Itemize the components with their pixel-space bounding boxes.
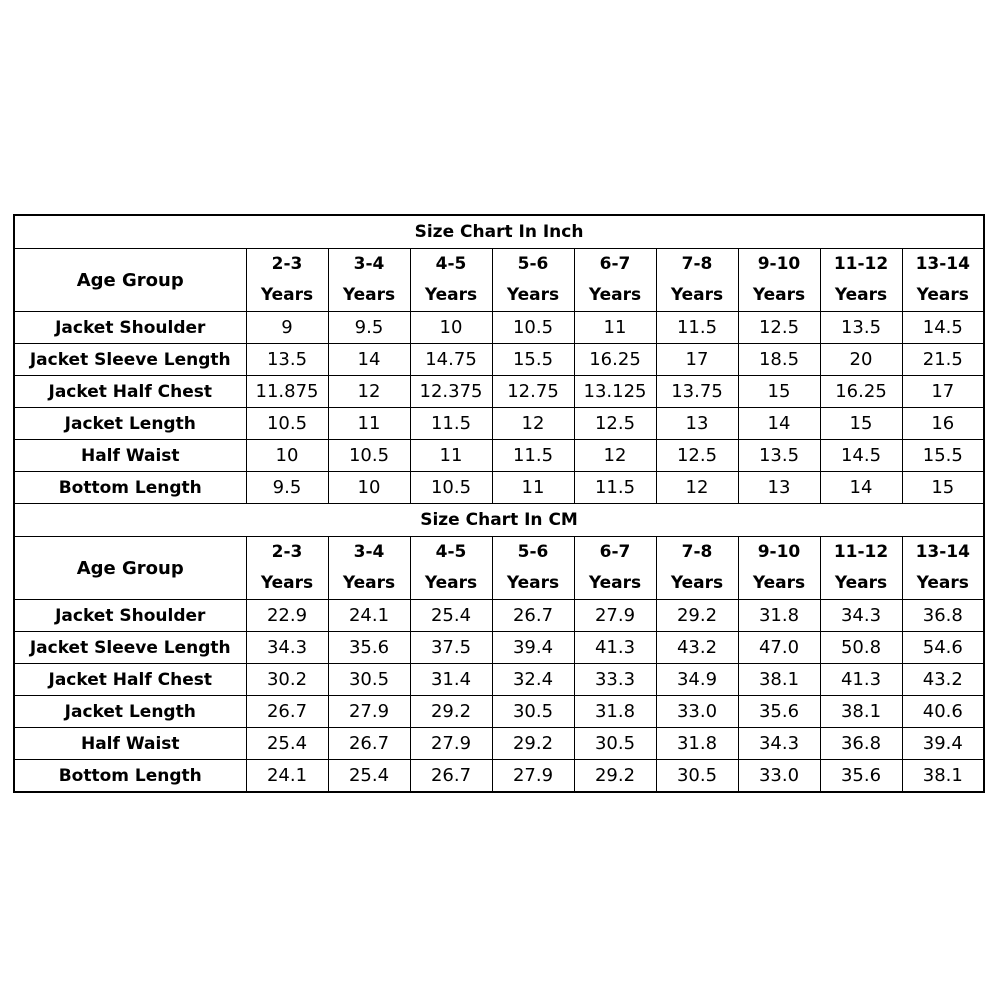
age-group-header bbox=[574, 537, 656, 600]
table-cell: 27.9 bbox=[328, 696, 410, 728]
table-cell: 12 bbox=[328, 376, 410, 408]
table-cell: 10.5 bbox=[410, 472, 492, 504]
age-unit: Years bbox=[752, 573, 806, 593]
table-row bbox=[14, 472, 984, 504]
table-cell: 34.3 bbox=[820, 600, 902, 632]
row-label: Jacket Half Chest bbox=[14, 376, 246, 408]
table-cell: 38.1 bbox=[738, 664, 820, 696]
table-cell: 12.375 bbox=[410, 376, 492, 408]
table-cell: 20 bbox=[820, 344, 902, 376]
table-cell: 11.875 bbox=[246, 376, 328, 408]
table-cell: 11.5 bbox=[492, 440, 574, 472]
table-cell: 29.2 bbox=[492, 728, 574, 760]
section-title-row bbox=[14, 215, 984, 249]
table-cell: 10.5 bbox=[492, 312, 574, 344]
table-cell: 33.0 bbox=[656, 696, 738, 728]
age-range: 7-8 bbox=[681, 254, 713, 274]
age-unit: Years bbox=[588, 573, 642, 593]
age-unit: Years bbox=[916, 573, 969, 593]
table-cell: 27.9 bbox=[574, 600, 656, 632]
table-cell: 11.5 bbox=[410, 408, 492, 440]
table-cell: 41.3 bbox=[574, 632, 656, 664]
table-cell: 30.2 bbox=[246, 664, 328, 696]
table-cell: 34.3 bbox=[738, 728, 820, 760]
table-cell: 14 bbox=[328, 344, 410, 376]
section-title-row bbox=[14, 504, 984, 537]
table-cell: 13.5 bbox=[820, 312, 902, 344]
age-unit: Years bbox=[424, 285, 478, 305]
table-cell: 9 bbox=[246, 312, 328, 344]
table-cell: 40.6 bbox=[902, 696, 984, 728]
table-cell: 30.5 bbox=[574, 728, 656, 760]
table-cell: 26.7 bbox=[410, 760, 492, 793]
table-cell: 34.9 bbox=[656, 664, 738, 696]
table-cell: 39.4 bbox=[902, 728, 984, 760]
table-cell: 10 bbox=[246, 440, 328, 472]
row-label: Half Waist bbox=[14, 440, 246, 472]
table-cell: 30.5 bbox=[656, 760, 738, 793]
age-group-label: Age Group bbox=[14, 537, 246, 600]
age-group-header bbox=[246, 537, 328, 600]
table-cell: 17 bbox=[902, 376, 984, 408]
age-range: 7-8 bbox=[681, 542, 713, 562]
age-range: 13-14 bbox=[915, 254, 970, 274]
table-cell: 24.1 bbox=[328, 600, 410, 632]
table-cell: 9.5 bbox=[246, 472, 328, 504]
age-unit: Years bbox=[670, 573, 724, 593]
age-unit: Years bbox=[506, 573, 560, 593]
table-cell: 11 bbox=[492, 472, 574, 504]
table-row bbox=[14, 408, 984, 440]
table-cell: 29.2 bbox=[656, 600, 738, 632]
row-label: Jacket Shoulder bbox=[14, 312, 246, 344]
age-unit: Years bbox=[670, 285, 724, 305]
table-cell: 31.8 bbox=[574, 696, 656, 728]
table-row bbox=[14, 312, 984, 344]
table-cell: 26.7 bbox=[492, 600, 574, 632]
table-cell: 38.1 bbox=[902, 760, 984, 793]
table-row bbox=[14, 344, 984, 376]
age-group-header bbox=[246, 249, 328, 312]
table-cell: 13.5 bbox=[738, 440, 820, 472]
age-range: 2-3 bbox=[271, 254, 303, 274]
table-cell: 15.5 bbox=[492, 344, 574, 376]
size-chart-body bbox=[14, 215, 984, 792]
age-range: 9-10 bbox=[757, 254, 801, 274]
table-cell: 36.8 bbox=[902, 600, 984, 632]
age-header-row bbox=[14, 537, 984, 600]
age-range: 6-7 bbox=[599, 542, 631, 562]
table-cell: 12 bbox=[492, 408, 574, 440]
age-group-header bbox=[492, 537, 574, 600]
age-unit: Years bbox=[342, 285, 396, 305]
section-title: Size Chart In CM bbox=[14, 504, 984, 537]
table-cell: 13.75 bbox=[656, 376, 738, 408]
table-cell: 21.5 bbox=[902, 344, 984, 376]
table-cell: 29.2 bbox=[574, 760, 656, 793]
table-cell: 22.9 bbox=[246, 600, 328, 632]
age-group-label: Age Group bbox=[14, 249, 246, 312]
table-cell: 12 bbox=[574, 440, 656, 472]
table-cell: 11 bbox=[410, 440, 492, 472]
age-unit: Years bbox=[834, 285, 888, 305]
age-group-header bbox=[656, 537, 738, 600]
age-group-header bbox=[738, 249, 820, 312]
table-cell: 13 bbox=[738, 472, 820, 504]
table-row bbox=[14, 664, 984, 696]
table-row bbox=[14, 696, 984, 728]
table-cell: 32.4 bbox=[492, 664, 574, 696]
table-cell: 39.4 bbox=[492, 632, 574, 664]
table-cell: 33.3 bbox=[574, 664, 656, 696]
table-cell: 35.6 bbox=[328, 632, 410, 664]
age-range: 2-3 bbox=[271, 542, 303, 562]
table-cell: 26.7 bbox=[246, 696, 328, 728]
age-unit: Years bbox=[260, 285, 314, 305]
table-cell: 11 bbox=[328, 408, 410, 440]
table-cell: 31.8 bbox=[656, 728, 738, 760]
table-cell: 31.8 bbox=[738, 600, 820, 632]
row-label: Jacket Sleeve Length bbox=[14, 344, 246, 376]
table-cell: 10 bbox=[328, 472, 410, 504]
table-cell: 14 bbox=[738, 408, 820, 440]
age-group-header bbox=[328, 249, 410, 312]
table-cell: 33.0 bbox=[738, 760, 820, 793]
age-header-row bbox=[14, 249, 984, 312]
age-group-header bbox=[656, 249, 738, 312]
table-cell: 13.125 bbox=[574, 376, 656, 408]
age-group-header bbox=[574, 249, 656, 312]
table-cell: 25.4 bbox=[246, 728, 328, 760]
table-cell: 14.5 bbox=[902, 312, 984, 344]
table-cell: 10.5 bbox=[246, 408, 328, 440]
age-unit: Years bbox=[916, 285, 969, 305]
table-cell: 12.75 bbox=[492, 376, 574, 408]
row-label: Half Waist bbox=[14, 728, 246, 760]
age-group-header bbox=[902, 249, 984, 312]
table-cell: 11 bbox=[574, 312, 656, 344]
age-range: 4-5 bbox=[435, 542, 467, 562]
table-cell: 15 bbox=[902, 472, 984, 504]
age-range: 6-7 bbox=[599, 254, 631, 274]
age-range: 3-4 bbox=[353, 542, 385, 562]
age-group-header bbox=[820, 249, 902, 312]
table-cell: 30.5 bbox=[328, 664, 410, 696]
table-cell: 13 bbox=[656, 408, 738, 440]
table-cell: 36.8 bbox=[820, 728, 902, 760]
table-cell: 12.5 bbox=[656, 440, 738, 472]
age-unit: Years bbox=[588, 285, 642, 305]
age-group-header bbox=[328, 537, 410, 600]
age-group-header bbox=[410, 249, 492, 312]
table-cell: 29.2 bbox=[410, 696, 492, 728]
age-range: 3-4 bbox=[353, 254, 385, 274]
age-range: 4-5 bbox=[435, 254, 467, 274]
section-title: Size Chart In Inch bbox=[14, 215, 984, 249]
size-chart-table bbox=[13, 214, 985, 793]
age-group-header bbox=[902, 537, 984, 600]
row-label: Jacket Length bbox=[14, 696, 246, 728]
table-cell: 38.1 bbox=[820, 696, 902, 728]
age-unit: Years bbox=[506, 285, 560, 305]
age-group-header bbox=[820, 537, 902, 600]
table-cell: 12.5 bbox=[738, 312, 820, 344]
table-cell: 12 bbox=[656, 472, 738, 504]
table-row bbox=[14, 632, 984, 664]
table-cell: 14 bbox=[820, 472, 902, 504]
table-cell: 11.5 bbox=[656, 312, 738, 344]
table-cell: 16.25 bbox=[820, 376, 902, 408]
table-cell: 54.6 bbox=[902, 632, 984, 664]
row-label: Jacket Shoulder bbox=[14, 600, 246, 632]
age-range: 9-10 bbox=[757, 542, 801, 562]
table-cell: 30.5 bbox=[492, 696, 574, 728]
table-row bbox=[14, 376, 984, 408]
table-cell: 12.5 bbox=[574, 408, 656, 440]
age-range: 13-14 bbox=[915, 542, 970, 562]
table-cell: 27.9 bbox=[410, 728, 492, 760]
table-cell: 25.4 bbox=[328, 760, 410, 793]
table-cell: 10.5 bbox=[328, 440, 410, 472]
age-group-header bbox=[410, 537, 492, 600]
table-cell: 24.1 bbox=[246, 760, 328, 793]
table-cell: 37.5 bbox=[410, 632, 492, 664]
table-row bbox=[14, 440, 984, 472]
row-label: Bottom Length bbox=[14, 760, 246, 793]
table-cell: 16 bbox=[902, 408, 984, 440]
row-label: Jacket Sleeve Length bbox=[14, 632, 246, 664]
table-row bbox=[14, 728, 984, 760]
age-unit: Years bbox=[424, 573, 478, 593]
age-group-header bbox=[738, 537, 820, 600]
table-cell: 10 bbox=[410, 312, 492, 344]
row-label: Jacket Half Chest bbox=[14, 664, 246, 696]
table-cell: 34.3 bbox=[246, 632, 328, 664]
table-row bbox=[14, 600, 984, 632]
table-cell: 16.25 bbox=[574, 344, 656, 376]
table-cell: 14.5 bbox=[820, 440, 902, 472]
table-cell: 35.6 bbox=[738, 696, 820, 728]
table-cell: 17 bbox=[656, 344, 738, 376]
table-cell: 47.0 bbox=[738, 632, 820, 664]
table-cell: 18.5 bbox=[738, 344, 820, 376]
table-cell: 35.6 bbox=[820, 760, 902, 793]
table-cell: 43.2 bbox=[902, 664, 984, 696]
table-cell: 13.5 bbox=[246, 344, 328, 376]
table-cell: 50.8 bbox=[820, 632, 902, 664]
table-cell: 15 bbox=[820, 408, 902, 440]
table-cell: 11.5 bbox=[574, 472, 656, 504]
table-cell: 43.2 bbox=[656, 632, 738, 664]
age-range: 5-6 bbox=[517, 542, 549, 562]
table-row bbox=[14, 760, 984, 793]
table-cell: 25.4 bbox=[410, 600, 492, 632]
age-unit: Years bbox=[752, 285, 806, 305]
table-cell: 41.3 bbox=[820, 664, 902, 696]
age-range: 11-12 bbox=[833, 542, 889, 562]
table-cell: 14.75 bbox=[410, 344, 492, 376]
table-cell: 31.4 bbox=[410, 664, 492, 696]
row-label: Jacket Length bbox=[14, 408, 246, 440]
age-group-header bbox=[492, 249, 574, 312]
table-cell: 15 bbox=[738, 376, 820, 408]
age-unit: Years bbox=[834, 573, 888, 593]
age-unit: Years bbox=[342, 573, 396, 593]
age-unit: Years bbox=[260, 573, 314, 593]
age-range: 11-12 bbox=[833, 254, 889, 274]
row-label: Bottom Length bbox=[14, 472, 246, 504]
age-range: 5-6 bbox=[517, 254, 549, 274]
table-cell: 27.9 bbox=[492, 760, 574, 793]
table-cell: 9.5 bbox=[328, 312, 410, 344]
table-cell: 26.7 bbox=[328, 728, 410, 760]
table-cell: 15.5 bbox=[902, 440, 984, 472]
